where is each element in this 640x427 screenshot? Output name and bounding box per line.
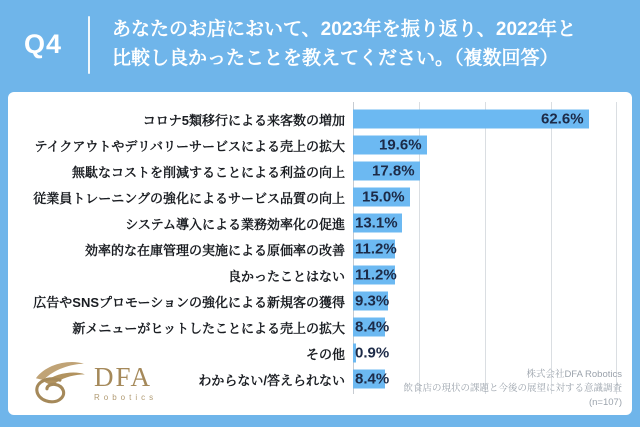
source-note [403, 368, 622, 410]
bar-area [353, 158, 617, 184]
category-label: 効率的な在庫管理の実施による原価率の改善 [84, 242, 345, 258]
value-label: 8.4% [355, 318, 390, 336]
category-label: わからない/答えられない [198, 372, 345, 388]
chart-row [8, 184, 617, 210]
chart-row [8, 210, 617, 236]
source-company: 株式会社DFA Robotics [526, 369, 622, 380]
logo-subname: Robotics [94, 393, 158, 402]
bar-area [353, 340, 617, 366]
value-label: 15.0% [362, 188, 405, 206]
chart-row [8, 158, 617, 184]
category-label: その他 [305, 346, 345, 362]
bar-area [353, 314, 617, 340]
question-number: Q4 [24, 29, 63, 59]
value-label: 17.8% [372, 162, 415, 180]
question-header [0, 0, 640, 92]
category-label: テイクアウトやデリバリーサービスによる売上の拡大 [34, 138, 345, 154]
category-label: 新メニューがヒットしたことによる売上の拡大 [72, 320, 345, 336]
value-label: 62.6% [541, 110, 584, 128]
value-label: 13.1% [355, 214, 398, 232]
chart-row [8, 132, 617, 158]
category-label: コロナ5類移行による来客数の増加 [142, 112, 345, 128]
chart-row [8, 314, 617, 340]
chart-row [8, 236, 617, 262]
bar-area [353, 236, 617, 262]
category-label: 良かったことはない [227, 268, 345, 284]
bar-area [353, 106, 617, 132]
category-label: 無駄なコストを削減することによる利益の向上 [71, 164, 345, 180]
category-label: 広告やSNSプロモーションの強化による新規客の獲得 [33, 294, 345, 310]
source-sample-size: (n=107) [588, 397, 622, 408]
value-label: 11.2% [355, 240, 397, 258]
value-label: 19.6% [379, 136, 422, 154]
bar-area [353, 184, 617, 210]
logo-name: DFA [94, 362, 153, 392]
value-label: 9.3% [355, 292, 390, 310]
logo-text [94, 364, 157, 402]
value-label: 8.4% [355, 370, 390, 388]
question-title-line1: あなたのお店において、2023年を振り返り、2022年と [112, 19, 577, 40]
header-divider [88, 16, 90, 74]
category-label: システム導入による業務効率化の促進 [125, 216, 345, 232]
chart-row [8, 262, 617, 288]
question-title-line2: 比較し良かったことを教えてください。（複数回答） [112, 48, 559, 69]
chart-row [8, 106, 617, 132]
value-label: 0.9% [355, 344, 390, 362]
chart-card [8, 92, 632, 415]
value-label: 11.2% [355, 266, 397, 284]
bar-area [353, 132, 617, 158]
dfa-robotics-logo [28, 359, 157, 407]
bar-area [353, 210, 617, 236]
chart-rows [8, 106, 617, 392]
category-label: 従業員トレーニングの強化によるサービス品質の向上 [33, 190, 345, 206]
bar-area [353, 288, 617, 314]
bar-area [353, 262, 617, 288]
chart-row [8, 288, 617, 314]
question-title [112, 15, 627, 73]
source-survey: 飲食店の現状の課題と今後の展望に対する意識調査 [403, 383, 622, 394]
logo-swirl-icon [28, 359, 88, 407]
